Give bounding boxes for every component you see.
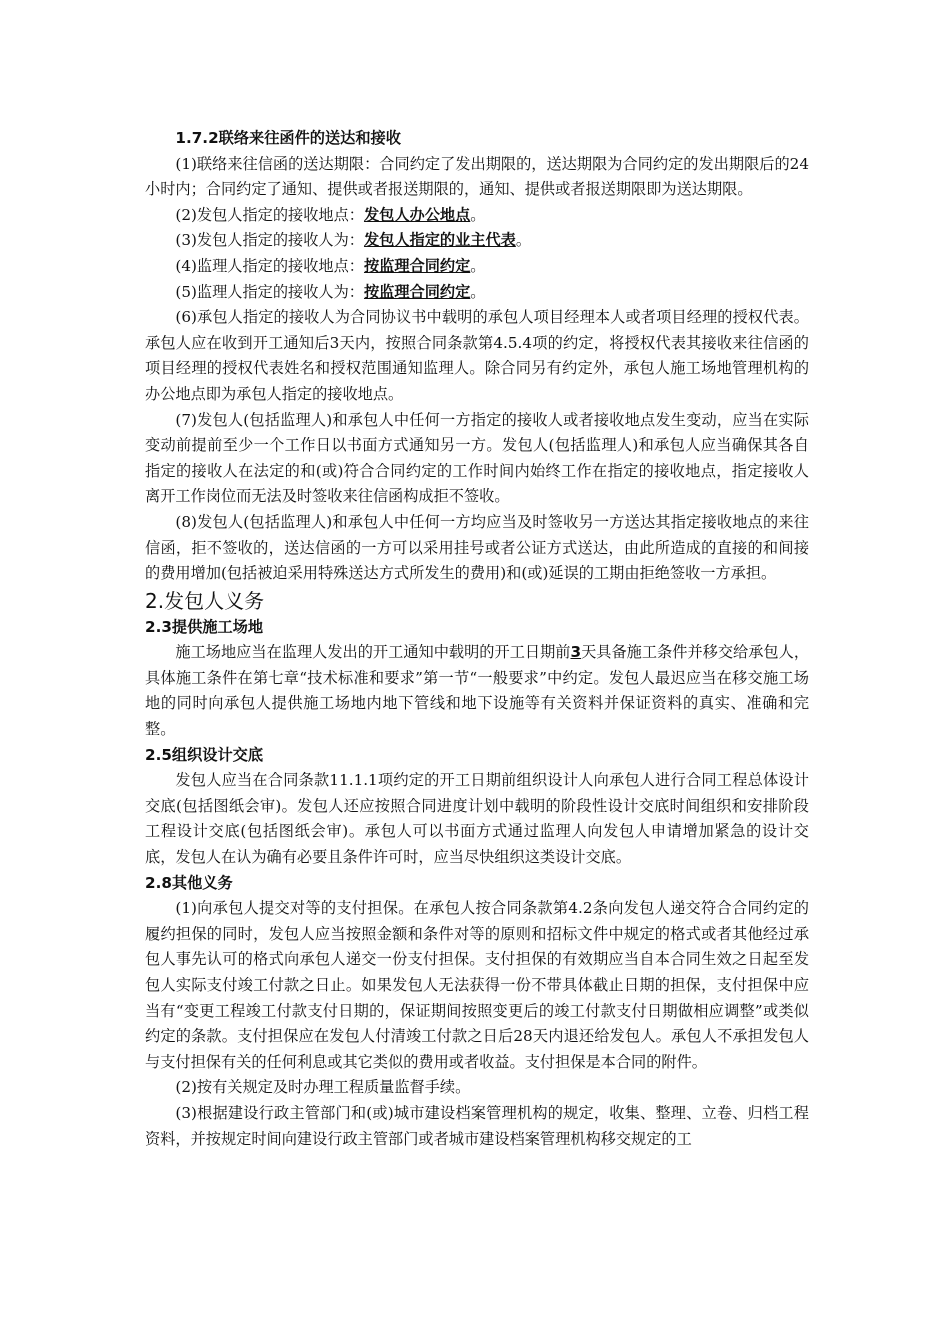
- paragraph-6: (6)承包人指定的接收人为合同协议书中载明的承包人项目经理本人或者项目经理的授权代表。承包人应在收到开工通知后3天内，按照合同条款第4.5.4项的约定，将授权代表其接收来往信函的项目经理的授权代表姓名和授权范围通知监理人。除合同另有约定外，承包人施工场地管理机构的办公地点即为承包人指定的接收地点。: [145, 308, 809, 403]
- paragraph-5: [145, 280, 809, 306]
- paragraph-3-label: (3)发包人指定的接收人为：: [175, 231, 364, 250]
- paragraph-8: (8)发包人(包括监理人)和承包人中任何一方均应当及时签收另一方送达其指定接收地点的来往信函，拒不签收的，送达信函的一方可以采用挂号或者公证方式送达，由此所造成的直接的和间接的费用增加(包括被迫采用特殊送达方式所发生的费用)和(或)延误的工期由拒绝签收一方承担。: [145, 512, 809, 583]
- paragraph-3: [145, 228, 809, 254]
- paragraph-3-suffix: 。: [515, 231, 532, 250]
- paragraph-4-label: (4)监理人指定的接收地点：: [175, 256, 364, 275]
- paragraph-5-suffix: 。: [470, 282, 486, 301]
- paragraph-2-8-2: (2)按有关规定及时办理工程质量监督手续。: [175, 1078, 471, 1097]
- paragraph-3-value: 发包人指定的业主代表: [363, 231, 516, 250]
- paragraph-4-value: 按监理合同约定: [363, 256, 471, 275]
- paragraph-4: [145, 254, 809, 280]
- chapter-heading-2: 2.发包人义务: [145, 588, 265, 613]
- paragraph-2-5: 发包人应当在合同条款11.1.1项约定的开工日期前组织设计人向承包人进行合同工程总体设计交底(包括图纸会审)。发包人还应按照合同进度计划中载明的阶段性设计交底时间组织和安排阶段工程设计交底(包括图纸会审)。承包人可以书面方式通过监理人向发包人申请增加紧急的设计交底，发包人在认为确有必要且条件许可时，应当尽快组织这类设计交底。: [145, 771, 809, 867]
- paragraph-2-3-prefix: 施工场地应当在监理人发出的开工通知中载明的开工日期前: [175, 643, 571, 662]
- section-heading-2-8: 2.8其他义务: [145, 873, 233, 892]
- section-heading-1-7-2: 1.7.2联络来往函件的送达和接收: [175, 129, 401, 147]
- paragraph-2-8-3: (3)根据建设行政主管部门和(或)城市建设档案管理机构的规定，收集、整理、立卷、归档工程资料，并按规定时间向建设行政主管部门或者城市建设档案管理机构移交规定的工: [145, 1103, 809, 1148]
- section-heading-2-5: 2.5组织设计交底: [145, 745, 264, 764]
- paragraph-2: [145, 203, 809, 229]
- paragraph-2-suffix: 。: [470, 205, 486, 224]
- paragraph-2-label: (2)发包人指定的接收地点：: [175, 205, 364, 224]
- section-heading-2-3: 2.3提供施工场地: [145, 617, 264, 636]
- document-body: [145, 126, 809, 1152]
- paragraph-2-3-suffix: 天具备施工条件并移交给承包人，具体施工条件在第七章“技术标准和要求”第一节“一般要求”中约定。发包人最迟应当在移交施工场地的同时向承包人提供施工场地内地下管线和地下设施等有关资料并保证资料的真实、准确和完整。: [145, 643, 810, 739]
- paragraph-2-value: 发包人办公地点: [363, 205, 471, 224]
- paragraph-2-3: [145, 640, 809, 742]
- paragraph-5-value: 按监理合同约定: [363, 282, 471, 301]
- paragraph-2-8-1: (1)向承包人提交对等的支付担保。在承包人按合同条款第4.2条向发包人递交符合合同约定的履约担保的同时，发包人应当按照金额和条件对等的原则和招标文件中规定的格式或者其他经过承包人事先认可的格式向承包人递交一份支付担保。支付担保的有效期应当自本合同生效之日起至发包人实际支付竣工付款之日止。如果发包人无法获得一份不带具体截止日期的担保，支付担保中应当有“变更工程竣工付款支付日期的，保证期间按照变更后的竣工付款支付日期做相应调整”或类似约定的条款。支付担保应在发包人付清竣工付款之日后28天内退还给发包人。承包人不承担发包人与支付担保有关的任何利息或其它类似的费用或者收益。支付担保是本合同的附件。: [145, 899, 809, 1071]
- paragraph-4-suffix: 。: [470, 256, 486, 275]
- paragraph-1: (1)联络来往信函的送达期限：合同约定了发出期限的，送达期限为合同约定的发出期限后的24小时内；合同约定了通知、提供或者报送期限的，通知、提供或者报送期限即为送达期限。: [145, 154, 809, 199]
- paragraph-2-3-days: 3: [570, 643, 582, 662]
- paragraph-5-label: (5)监理人指定的接收人为：: [175, 282, 364, 301]
- paragraph-7: (7)发包人(包括监理人)和承包人中任何一方指定的接收人或者接收地点发生变动，应当在实际变动前提前至少一个工作日以书面方式通知另一方。发包人(包括监理人)和承包人应当确保其各自指定的接收人在法定的和(或)符合合同约定的工作时间内始终工作在指定的接收地点，指定接收人离开工作岗位而无法及时签收来往信函构成拒不签收。: [145, 410, 809, 506]
